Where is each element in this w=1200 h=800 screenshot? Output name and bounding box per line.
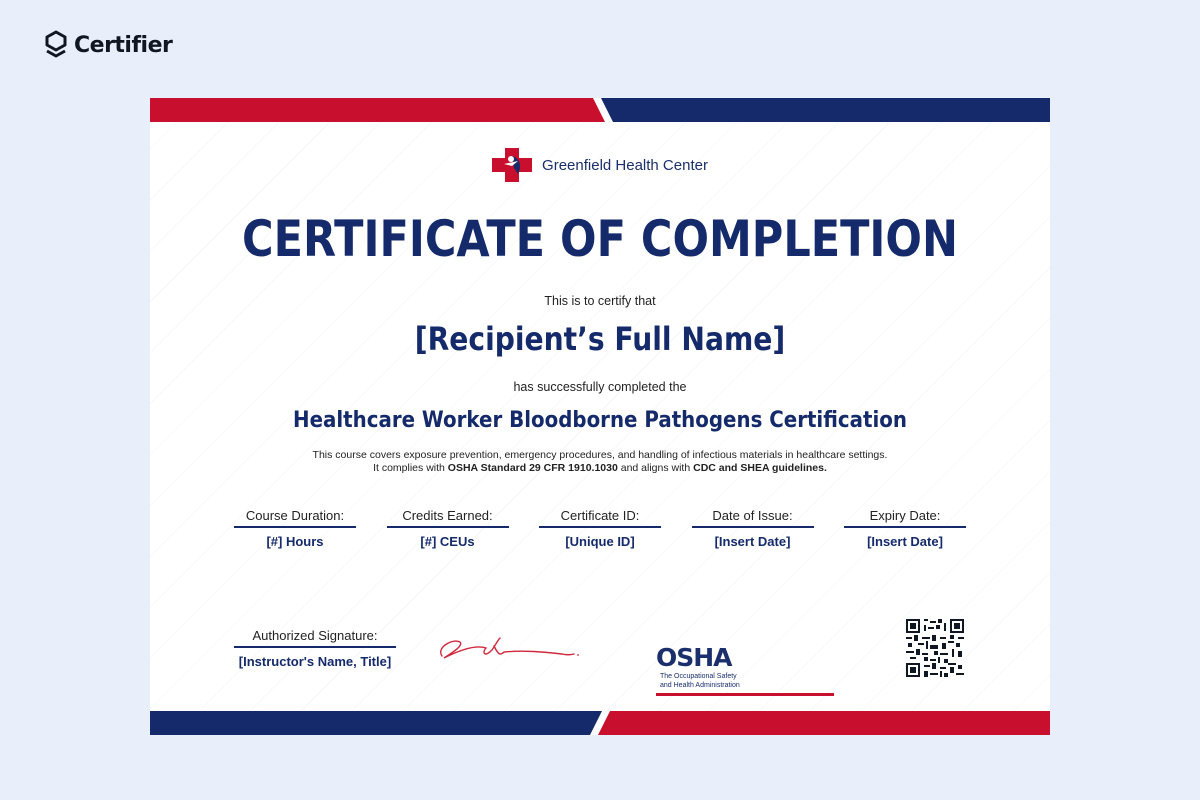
certificate-title: CERTIFICATE OF COMPLETION xyxy=(242,210,958,268)
field-label: Course Duration: xyxy=(234,508,356,528)
field-value: [Insert Date] xyxy=(714,534,791,549)
certifier-logo-icon xyxy=(44,30,68,60)
instructor-name: [Instructor's Name, Title] xyxy=(238,654,392,669)
field-value: [Unique ID] xyxy=(565,534,635,549)
description-line-2: It complies with OSHA Standard 29 CFR 1910.1030 and aligns with CDC and SHEA guidelines. xyxy=(373,462,827,474)
field-course-duration xyxy=(234,508,356,549)
field-expiry-date xyxy=(844,508,966,549)
course-description xyxy=(150,449,1050,475)
certificate-fields xyxy=(234,508,966,549)
bottom-red-bar xyxy=(598,711,1050,735)
certifier-brand xyxy=(44,30,172,60)
brand-name: Certifier xyxy=(74,32,173,58)
guidelines: CDC and SHEA guidelines. xyxy=(693,462,827,474)
completed-text: has successfully completed the xyxy=(513,380,687,394)
handwritten-signature xyxy=(434,630,584,670)
signature-label: Authorized Signature: xyxy=(234,628,396,648)
osha-underline xyxy=(656,693,834,696)
field-label: Expiry Date: xyxy=(844,508,966,528)
certificate xyxy=(150,98,1050,735)
osha-logo xyxy=(656,643,836,696)
qr-code-icon xyxy=(905,619,965,677)
field-value: [#] CEUs xyxy=(420,534,475,549)
field-certificate-id xyxy=(539,508,661,549)
bottom-navy-bar xyxy=(150,711,602,735)
organization-header xyxy=(150,148,1050,182)
field-value: [#] Hours xyxy=(266,534,324,549)
field-value: [Insert Date] xyxy=(867,534,943,549)
field-label: Date of Issue: xyxy=(692,508,814,528)
description-line-1: This course covers exposure prevention, emergency procedures, and handling of infectious materials in healthcare settings. xyxy=(312,449,888,461)
osha-standard: OSHA Standard 29 CFR 1910.1030 xyxy=(447,462,618,474)
certify-text: This is to certify that xyxy=(544,294,656,308)
osha-wordmark: OSHA xyxy=(656,643,732,672)
medical-cross-icon xyxy=(492,148,532,182)
organization-name: Greenfield Health Center xyxy=(542,156,708,174)
field-date-of-issue xyxy=(692,508,814,549)
field-label: Credits Earned: xyxy=(387,508,509,528)
signature-block xyxy=(234,628,396,669)
osha-subtitle: The Occupational Safety and Health Administration xyxy=(660,673,740,689)
field-label: Certificate ID: xyxy=(539,508,661,528)
top-navy-bar xyxy=(601,98,1050,122)
top-red-bar xyxy=(150,98,605,122)
course-name: Healthcare Worker Bloodborne Pathogens Certification xyxy=(293,408,907,433)
field-credits-earned xyxy=(387,508,509,549)
recipient-name: [Recipient’s Full Name] xyxy=(414,320,786,358)
